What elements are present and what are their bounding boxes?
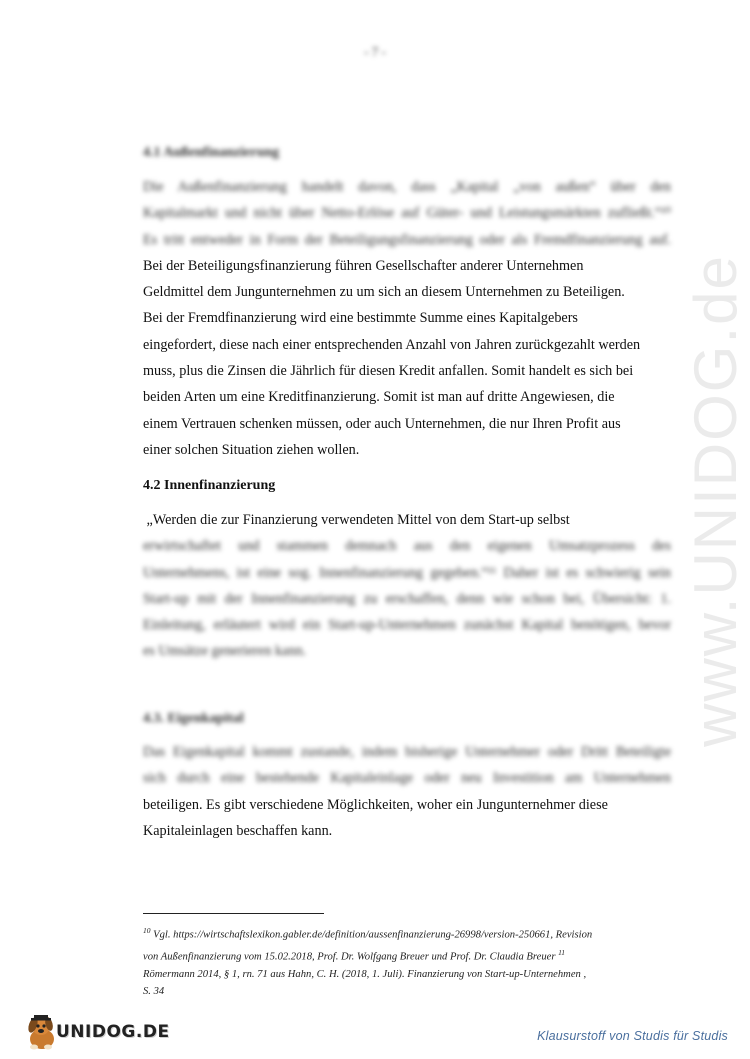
text-line: einer solchen Situation ziehen wollen. xyxy=(143,441,360,458)
text-line: muss, plus die Zinsen die Jährlich für diesen Kredit anfallen. Somit handelt es sich bei xyxy=(143,363,634,380)
watermark xyxy=(650,230,750,770)
paragraph-aussenfinanzierung xyxy=(143,174,671,463)
footnote-line: von Außenfinanzierung vom 15.02.2018, Prof. Dr. Wolfgang Breuer und Prof. Dr. Claudia Breuer xyxy=(143,951,559,963)
section-heading-aussenfinanzierung: 4.1 Außenfinanzierung xyxy=(143,145,280,160)
blurred-text-line: Die Außenfinanzierung handelt davon, dass „Kapital „von außen“ über den xyxy=(143,179,671,195)
text-line: eingefordert, diese nach einer entsprechenden Anzahl von Jahren zurückgezahlt werden xyxy=(143,336,641,353)
page-number: - 7 - xyxy=(364,44,386,59)
blurred-text-line: es Umsätze generieren kann. xyxy=(143,643,307,660)
text-line: Geldmittel dem Jungunternehmen zu um sich an diesem Unternehmen zu Beteiligen. xyxy=(143,284,625,301)
blurred-text-line: Start-up mit der Innenfinanzierung zu erschaffen, denn wie schon bei, Übersicht: 1. xyxy=(143,590,671,607)
footnote-line: Römermann 2014, § 1, rn. 71 aus Hahn, C. H. (2018, 1. Juli). Finanzierung von Start-up-Unternehmen , xyxy=(143,968,587,980)
footnote-marker: 11 xyxy=(558,947,566,957)
blurred-text-line: Das Eigenkapital kommt zustande, indem bisherige Unternehmer oder Dritt Beteiligte xyxy=(143,744,671,760)
footnote-line: Vgl. https://wirtschaftslexikon.gabler.de/definition/aussenfinanzierung-26998/version-250661, Revision xyxy=(150,929,593,941)
text-line: Bei der Beteiligungsfinanzierung führen Gesellschafter anderer Unternehmen xyxy=(143,257,584,274)
section-heading-innenfinanzierung: 4.2 Innenfinanzierung xyxy=(143,478,276,493)
text-line: einem Vertrauen schenken müssen, oder auch Unternehmen, die nur Ihren Profit aus xyxy=(143,415,621,432)
blurred-text-line: erwirtschaftet und stammen demnach aus den eigenen Umsatzprozess des xyxy=(143,538,671,555)
footnote-line: S. 34 xyxy=(143,986,165,998)
logo-text: UNIDOG.DE xyxy=(56,1022,170,1042)
blurred-text-line: Einleitung, erläutert wird ein Start-up-Unternehmen zunächst Kapital benötigen, bevor xyxy=(143,617,671,634)
footer-tagline: Klausurstoff von Studis für Studis xyxy=(537,1029,728,1043)
watermark-text: www.UNIDOG.de xyxy=(681,253,749,747)
section-heading-eigenkapital: 4.3. Eigenkapital xyxy=(143,711,244,726)
text-line: beiden Arten um eine Kreditfinanzierung. Somit ist man auf dritte Angewiesen, die xyxy=(143,389,615,406)
text-line: Kapitaleinlagen beschaffen kann. xyxy=(143,822,333,839)
text-line: beteiligen. Es gibt verschiedene Möglichkeiten, woher ein Jungunternehmer diese xyxy=(143,796,608,813)
blurred-text-line: Kapitalmarkt und nicht über Netto-Erlöse auf Güter- und Leistungsmärkten zufließt.“¹⁰ xyxy=(143,205,671,222)
unidog-logo xyxy=(22,1012,182,1052)
text-line: Bei der Fremdfinanzierung wird eine bestimmte Summe eines Kapitalgebers xyxy=(143,310,578,327)
footnote xyxy=(143,922,673,1001)
blurred-text-line: Es tritt entweder in Form der Beteiligungsfinanzierung oder als Fremdfinanzierung auf. xyxy=(143,231,671,248)
paragraph-innenfinanzierung xyxy=(143,507,671,665)
paragraph-eigenkapital xyxy=(143,739,671,844)
footnote-marker: 10 xyxy=(143,926,151,935)
blurred-text-line: Unternehmens, ist eine sog. Innenfinanzierung gegeben.“¹¹ Daher ist es schwierig sein xyxy=(143,564,671,581)
footnote-separator xyxy=(143,913,324,914)
blurred-text-line: sich durch eine bestehende Kapitaleinlage oder neu Investition am Unternehmen xyxy=(143,770,671,787)
text-line: „Werden die zur Finanzierung verwendeten Mittel von dem Start-up selbst xyxy=(143,512,570,528)
